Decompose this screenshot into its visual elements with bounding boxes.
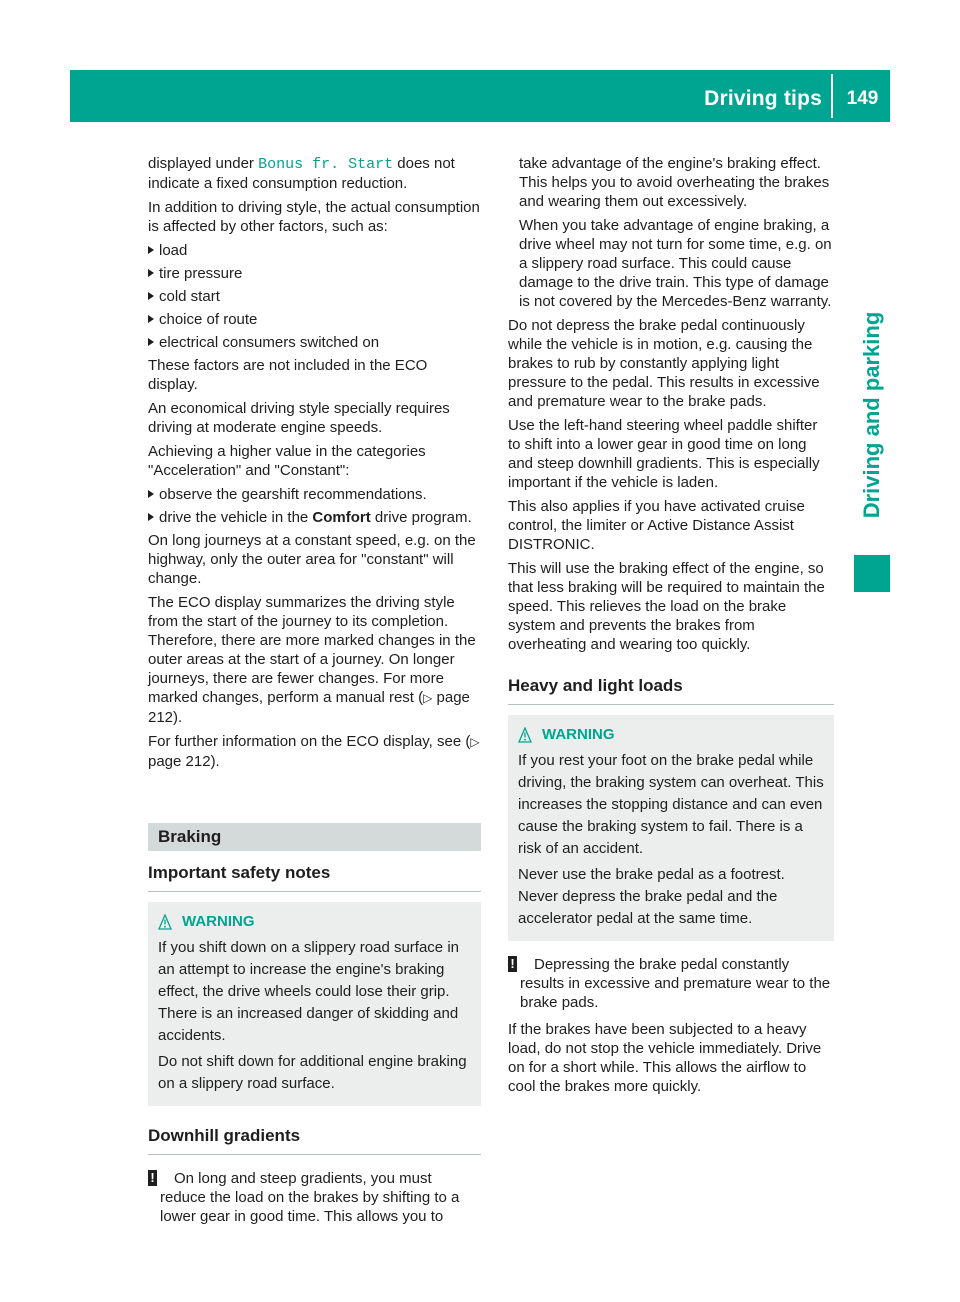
page-ref-arrow-icon: ▷ — [470, 735, 480, 749]
warning-label: WARNING — [182, 913, 255, 930]
tip-list — [148, 485, 481, 527]
page-number: 149 — [846, 88, 879, 109]
warning-text: If you shift down on a slippery road surface in an attempt to increase the engine's braking effect, the drive wheels could lose their grip. There is an increased danger of skidding and accidents. — [158, 939, 459, 1044]
side-tab-marker — [854, 555, 890, 592]
notice-text: Depressing the brake pedal constantly results in excessive and premature wear to the brake pads. — [520, 956, 831, 1011]
notice — [508, 955, 834, 1012]
paragraph: This will use the braking effect of the engine, so that less braking will be required to maintain the speed. This relieves the load on the brake system and prevents the brakes from overheating and wearing too quickly. — [508, 560, 825, 653]
list-item-text: electrical consumers switched on — [159, 334, 380, 351]
list-item — [148, 485, 481, 504]
paragraph — [148, 154, 481, 193]
list-item-text: tire pressure — [159, 265, 243, 282]
warning-text: Never use the brake pedal as a footrest. Never depress the brake pedal and the accelerator pedal at the same time. — [518, 866, 785, 927]
chapter-title: Driving tips — [704, 87, 822, 110]
warning-box — [508, 715, 834, 941]
factor-list — [148, 241, 481, 352]
notice-continuation: When you take advantage of engine braking, a drive wheel may not turn for some time, e.g. on a slippery road surface. This could cause damage to the drive train. This type of damage is not covered by the Mercedes-Benz warranty. — [519, 217, 832, 310]
subsection-heading: Important safety notes — [148, 863, 481, 892]
subsection-heading: Downhill gradients — [148, 1126, 481, 1155]
section-title: Braking — [148, 823, 481, 851]
bullet-icon — [148, 292, 154, 300]
warning-header — [158, 912, 473, 931]
bullet-icon — [148, 490, 154, 498]
warning-triangle-icon — [518, 727, 532, 743]
notice-continuation: take advantage of the engine's braking effect. This helps you to avoid overheating the brakes and wearing them out excessively. — [519, 155, 830, 210]
text: does not indicate a fixed consumption reduction. — [148, 155, 455, 192]
list-item — [148, 287, 481, 306]
list-item-text: drive program. — [370, 509, 472, 526]
paragraph — [148, 593, 481, 727]
list-item-text: load — [159, 242, 188, 259]
warning-text: If you rest your foot on the brake pedal while driving, the braking system can overheat. This increases the stopping distance and can even cause the braking system to fail. There is a risk of an accident. — [518, 752, 824, 857]
warning-box — [148, 902, 481, 1106]
page-ref-arrow-icon: ▷ — [423, 691, 433, 705]
subsection-heading: Heavy and light loads — [508, 676, 834, 705]
paragraph: Do not depress the brake pedal continuously while the vehicle is in motion, e.g. causing the brakes to rub by constantly applying light pressure to the pedal. This results in excessive and premature wear to the brake pads. — [508, 317, 820, 410]
header-divider — [831, 74, 833, 118]
paragraph: Achieving a higher value in the categories "Acceleration" and "Constant": — [148, 443, 426, 479]
side-tab-label: Driving and parking — [859, 311, 884, 519]
paragraph: If the brakes have been subjected to a heavy load, do not stop the vehicle immediately. Drive on for a short while. This allows the airflow to cool the brakes more quickly. — [508, 1021, 822, 1095]
paragraph — [148, 732, 481, 771]
bullet-icon — [148, 513, 154, 521]
text: For further information on the ECO display, see ( — [148, 733, 471, 750]
list-item-text: observe the gearshift recommendations. — [159, 486, 427, 503]
paragraph: These factors are not included in the ECO display. — [148, 357, 428, 393]
paragraph: This also applies if you have activated cruise control, the limiter or Active Distance Assist DISTRONIC. — [508, 498, 805, 553]
bullet-icon — [148, 338, 154, 346]
paragraph: An economical driving style specially requires driving at moderate engine speeds. — [148, 400, 450, 436]
bullet-icon — [148, 269, 154, 277]
list-item — [148, 241, 481, 260]
list-item-text: drive the vehicle in the — [159, 509, 313, 526]
display-message: Bonus fr. Start — [258, 156, 394, 173]
left-column — [148, 154, 481, 1234]
list-item-text: choice of route — [159, 311, 258, 328]
list-item — [148, 310, 481, 329]
notice — [148, 1169, 481, 1226]
exclamation-icon: ! — [148, 1170, 157, 1186]
warning-header — [518, 725, 826, 744]
exclamation-icon: ! — [508, 956, 517, 972]
warning-text: Do not shift down for additional engine braking on a slippery road surface. — [158, 1053, 467, 1092]
paragraph: On long journeys at a constant speed, e.g. on the highway, only the outer area for "constant" will change. — [148, 532, 476, 587]
notice-text: On long and steep gradients, you must reduce the load on the brakes by shifting to a lower gear in good time. This allows you to — [160, 1170, 460, 1225]
bullet-icon — [148, 315, 154, 323]
page-reference[interactable]: page 212). — [148, 753, 220, 770]
drive-program-name: Comfort — [312, 509, 371, 526]
list-item — [148, 333, 481, 352]
list-item-text: cold start — [159, 288, 220, 305]
warning-triangle-icon — [158, 914, 172, 930]
text: The ECO display summarizes the driving style from the start of the journey to its completion. Therefore, there are more marked changes in the outer areas at the start of a journey. On longer journeys, there are fewer changes. For more marked changes, perform a manual rest ( — [148, 594, 476, 706]
list-item — [148, 264, 481, 283]
paragraph: Use the left-hand steering wheel paddle shifter to shift into a lower gear in good time on long and steep downhill gradients. This is especially important if the vehicle is laden. — [508, 417, 820, 491]
warning-label: WARNING — [542, 726, 615, 743]
list-item — [148, 508, 481, 527]
paragraph: In addition to driving style, the actual consumption is affected by other factors, such as: — [148, 199, 480, 235]
bullet-icon — [148, 246, 154, 254]
page-reference[interactable]: page 212). — [148, 689, 470, 726]
right-column — [508, 154, 834, 1101]
text: displayed under — [148, 155, 259, 172]
